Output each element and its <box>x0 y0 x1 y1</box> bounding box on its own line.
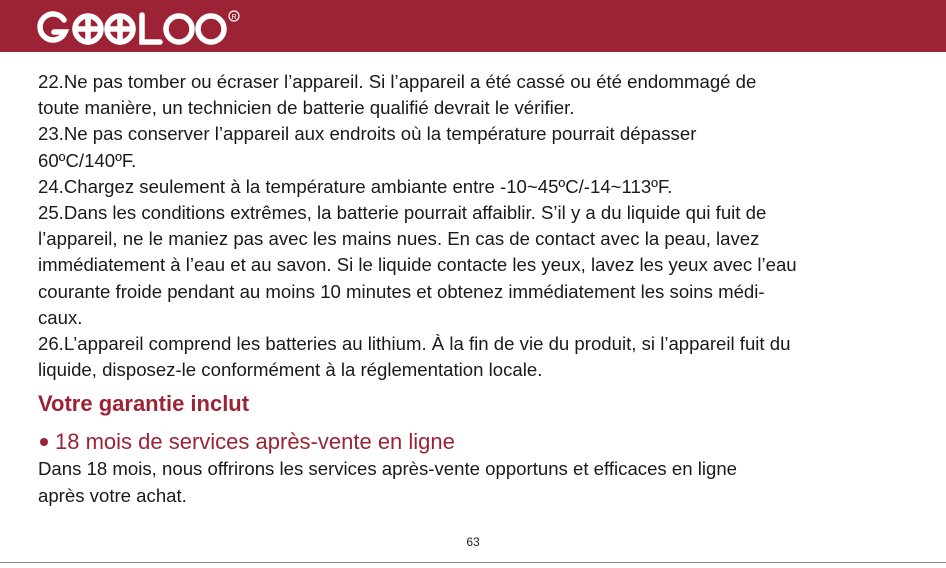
gooloo-logo-icon <box>36 10 241 46</box>
page-number: 63 <box>466 535 480 549</box>
paragraph-line: 23.Ne pas conserver l’appareil aux endroits où la température pourrait dépasser <box>38 123 697 145</box>
footer-divider <box>0 562 946 563</box>
paragraph-line: l’appareil, ne le maniez pas avec les mains nues. En cas de contact avec la peau, lavez <box>38 228 760 250</box>
paragraph-line: courante froide pendant au moins 10 minutes et obtenez immédiatement les soins médi- <box>38 280 765 302</box>
paragraph-line: 25.Dans les conditions extrêmes, la batterie pourrait affaiblir. S’il y a du liquide qui fuit de <box>38 202 767 224</box>
bullet-heading-text: 18 mois de services après-vente en ligne <box>55 429 455 455</box>
brand-logo <box>36 11 241 45</box>
bullet-dot-icon <box>40 438 48 446</box>
bullet-text-line: Dans 18 mois, nous offrirons les services après-vente opportuns et efficaces en ligne <box>38 458 738 480</box>
paragraph-line: caux. <box>38 306 83 328</box>
bullet-text-line: après votre achat. <box>38 484 187 506</box>
document-body <box>38 69 918 509</box>
section-title: Votre garantie inclut <box>38 391 250 417</box>
paragraph-line: 22.Ne pas tomber ou écraser l’appareil. Si l’appareil a été cassé ou été endommagé de <box>38 71 757 92</box>
paragraph-line: immédiatement à l’eau et au savon. Si le liquide contacte les yeux, lavez les yeux avec l’eau <box>38 254 797 276</box>
paragraph-line: 26.L’appareil comprend les batteries au lithium. À la fin de vie du produit, si l’appareil fuit du <box>38 333 791 355</box>
header-bar <box>0 0 946 52</box>
paragraph-line: toute manière, un technicien de batterie qualifié devrait le vérifier. <box>38 97 575 119</box>
registered-mark: R <box>231 14 237 21</box>
bullet-heading <box>38 428 918 456</box>
paragraph-line: 60ºC/140ºF. <box>38 149 137 171</box>
paragraph-line: liquide, disposez-le conformément à la réglementation locale. <box>38 359 543 381</box>
paragraph-line: 24.Chargez seulement à la température ambiante entre -10~45ºC/-14~113ºF. <box>38 175 673 197</box>
